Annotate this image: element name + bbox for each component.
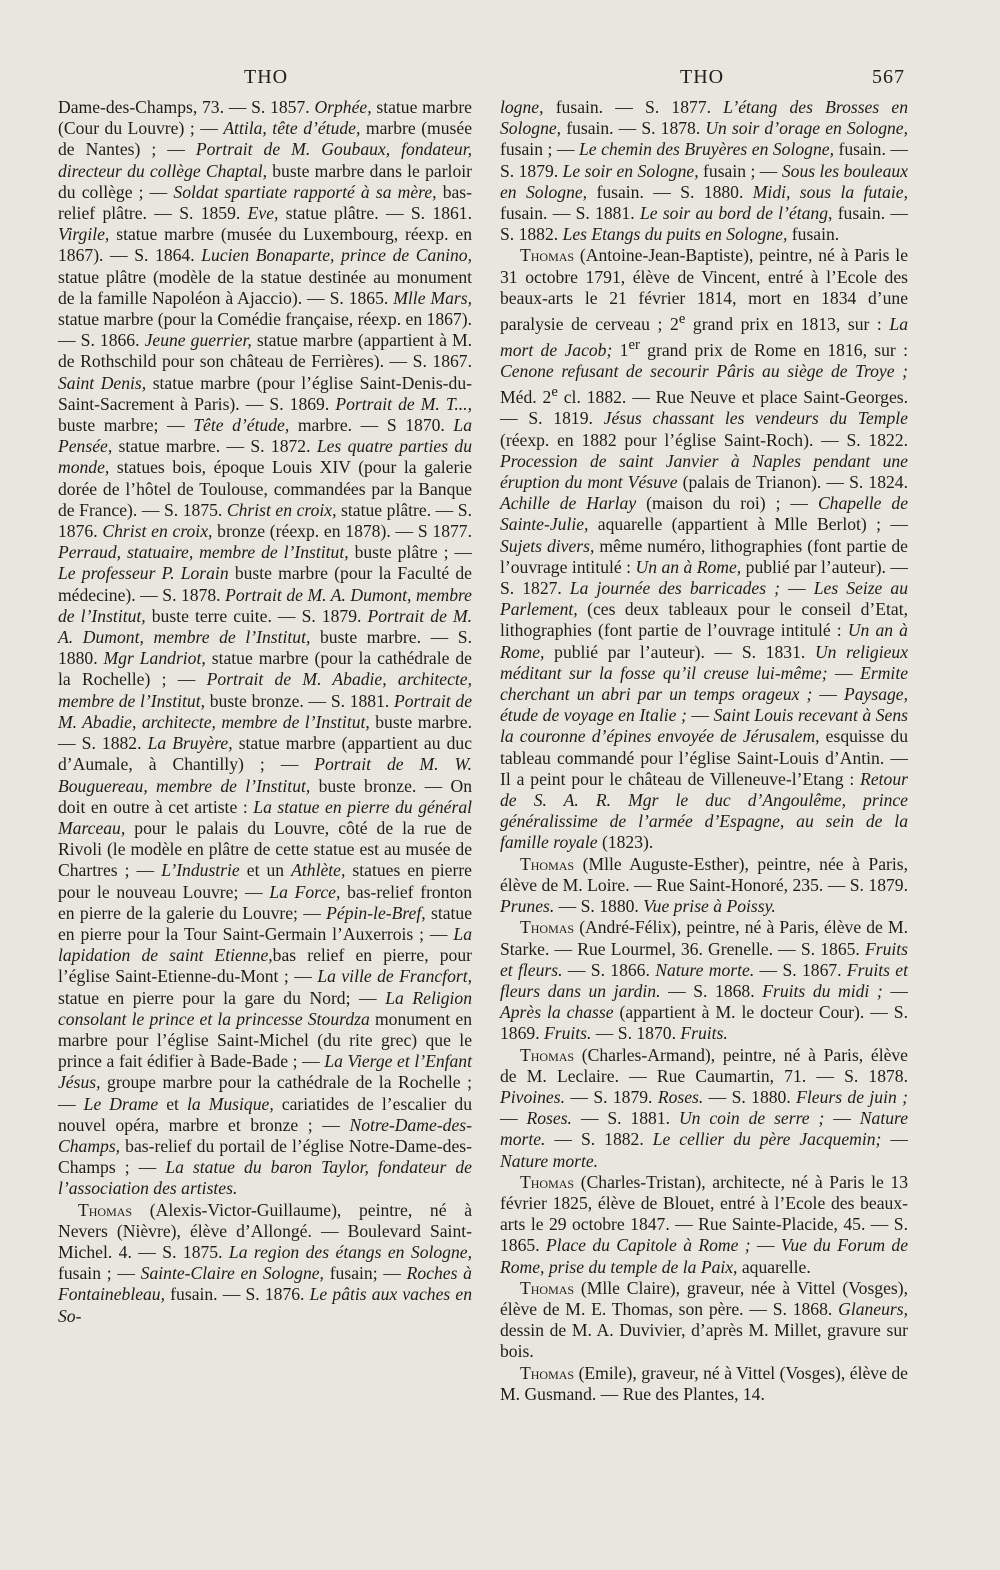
entry-continuation: logne, fusain. — S. 1877. L’étang des Brosses en Sologne, fusain. — S. 1878. Un soir d’orage en Sologne, fusain ; — Le chemin des Bruyères en Sologne, fusain. — S. 1879. Le soir en Sologne, fusain ; — Sous les bouleaux en Sologne, fusain. — S. 1880. Midi, sous la futaie, fusain. — S. 1881. Le soir au bord de l’étang, fusain. — S. 1882. Les Etangs du puits en Sologne, fusain. [500, 97, 909, 245]
dictionary-entry: Thomas (Antoine-Jean-Baptiste), peintre, né à Paris le 31 octobre 1791, élève de Vincent, entré à l’Ecole des beaux-arts le 21 février 1814, mort en 1834 d’une paralysie de cerveau ; 2e grand prix en 1813, sur : La mort de Jacob; 1er grand prix de Rome en 1816, sur : Cenone refusant de secourir Pâris au siège de Troye ; Méd. 2e cl. 1882. — Rue Neuve et place Saint-Georges. — S. 1819. Jésus chassant les vendeurs du Temple (réexp. en 1882 pour l’église Saint-Roch). — S. 1822. Procession de saint Janvier à Naples pendant une éruption du mont Vésuve (palais de Trianon). — S. 1824. Achille de Harlay (maison du roi) ; — Chapelle de Sainte-Julie, aquarelle (appartient à Mlle Berlot) ; — Sujets divers, même numéro, lithographies (font partie de l’ouvrage intitulé : Un an à Rome, publié par l’auteur). — S. 1827. La journée des barricades ; — Les Seize au Parlement, (ces deux tableaux pour le conseil d’Etat, lithographies (font partie de l’ouvrage intitulé : Un an à Rome, publié par l’auteur). — S. 1831. Un religieux méditant sur la fosse qu’il creuse lui-même; — Ermite cherchant un abri par un temps orageux ; — Paysage, étude de voyage en Italie ; — Saint Louis recevant à Sens la couronne d’épines envoyée de Jérusalem, esquisse du tableau commandé pour l’église Saint-Louis d’Antin. — Il a peint pour le château de Villeneuve-l’Etang : Retour de S. A. R. Mgr le duc d’Angoulême, prince généralissime de l’armée d’Espagne, au sein de la famille royale (1823). [500, 245, 909, 853]
page-number: 567 [872, 66, 905, 88]
dictionary-entry: Thomas (Mlle Claire), graveur, née à Vittel (Vosges), élève de M. E. Thomas, son père. — S. 1868. Glaneurs, dessin de M. A. Duvivier, d’après M. Millet, gravure sur bois. [500, 1277, 908, 1362]
running-head-right: THO [680, 66, 725, 88]
dictionary-entry: Thomas (Charles-Armand), peintre, né à Paris, élève de M. Leclaire. — Rue Caumartin, 71. — S. 1878. Pivoines. — S. 1879. Roses. — S. 1880. Fleurs de juin ; — Roses. — S. 1881. Un coin de serre ; — Nature morte. — S. 1882. Le cellier du père Jacquemin; — Nature morte. [500, 1044, 909, 1171]
running-head-left: THO [244, 66, 289, 88]
right-column [500, 97, 908, 1405]
dictionary-entry: Thomas (Mlle Auguste-Esther), peintre, née à Paris, élève de M. Loire. — Rue Saint-Honoré, 235. — S. 1879. Prunes. — S. 1880. Vue prise à Poissy. [500, 853, 908, 917]
dictionary-entry: Thomas (André-Félix), peintre, né à Paris, élève de M. Starke. — Rue Lourmel, 36. Grenelle. — S. 1865. Fruits et fleurs. — S. 1866. Nature morte. — S. 1867. Fruits et fleurs dans un jardin. — S. 1868. Fruits du midi ; — Après la chasse (appartient à M. le docteur Cour). — S. 1869. Fruits. — S. 1870. Fruits. [500, 917, 908, 1044]
dictionary-entry: Thomas (Emile), graveur, né à Vittel (Vosges), élève de M. Gusmand. — Rue des Plantes, 14. [500, 1362, 908, 1404]
dictionary-entry: Thomas (Alexis-Victor-Guillaume), peintre, né à Nevers (Nièvre), élève d’Allongé. — Boulevard Saint-Michel. 4. — S. 1875. La region des étangs en Sologne, fusain ; — Sainte-Claire en Sologne, fusain; — Roches à Fontainebleau, fusain. — S. 1876. Le pâtis aux vaches en So- [58, 1199, 473, 1326]
left-column [58, 97, 472, 1327]
dictionary-entry: Thomas (Charles-Tristan), architecte, né à Paris le 13 février 1825, élève de Blouet, entré à l’Ecole des beaux-arts le 29 octobre 1847. — Rue Sainte-Placide, 45. — S. 1865. Place du Capitole à Rome ; — Vue du Forum de Rome, prise du temple de la Paix, aquarelle. [500, 1171, 909, 1277]
entry-continuation: Dame-des-Champs, 73. — S. 1857. Orphée, statue marbre (Cour du Louvre) ; — Attila, tête d’étude, marbre (musée de Nantes) ; — Portrait de M. Goubaux, fondateur, directeur du collège Chaptal, buste marbre dans le parloir du collège ; — Soldat spartiate rapporté à sa mère, bas-relief plâtre. — S. 1859. Eve, statue plâtre. — S. 1861. Virgile, statue marbre (musée du Luxembourg, réexp. en 1867). — S. 1864. Lucien Bonaparte, prince de Canino, statue plâtre (modèle de la statue destinée au monument de la famille Napoléon à Ajaccio). — S. 1865. Mlle Mars, statue marbre (pour la Comédie française, réexp. en 1867). — S. 1866. Jeune guerrier, statue marbre (appartient à M. de Rothschild pour son château de Ferrières). — S. 1867. Saint Denis, statue marbre (pour l’église Saint-Denis-du-Saint-Sacrement à Paris). — S. 1869. Portrait de M. T..., buste marbre; — Tête d’étude, marbre. — S 1870. La Pensée, statue marbre. — S. 1872. Les quatre parties du monde, statues bois, époque Louis XIV (pour la galerie dorée de l’hôtel de Toulouse, commandées par la Banque de France). — S. 1875. Christ en croix, statue plâtre. — S. 1876. Christ en croix, bronze (réexp. en 1878). — S 1877. Perraud, statuaire, membre de l’Institut, buste plâtre ; — Le professeur P. Lorain buste marbre (pour la Faculté de médecine). — S. 1878. Portrait de M. A. Dumont, membre de l’Institut, buste terre cuite. — S. 1879. Portrait de M. A. Dumont, membre de l’Institut, buste marbre. — S. 1880. Mgr Landriot, statue marbre (pour la cathédrale de la Rochelle) ; — Portrait de M. Abadie, architecte, membre de l’Institut, buste bronze. — S. 1881. Portrait de M. Abadie, architecte, membre de l’Institut, buste marbre. — S. 1882. La Bruyère, statue marbre (appartient au duc d’Aumale, à Chantilly) ; — Portrait de M. W. Bouguereau, membre de l’Institut, buste bronze. — On doit en outre à cet artiste : La statue en pierre du général Marceau, pour le palais du Louvre, côté de la rue de Rivoli (le modèle en plâtre de cette statue est au musée de Chartres ; — L’Industrie et un Athlète, statues en pierre pour le nouveau Louvre; — La Force, bas-relief fronton en pierre de la galerie du Louvre; — Pépin-le-Bref, statue en pierre pour la Tour Saint-Germain l’Auxerrois ; — La lapidation de saint Etienne,bas relief en pierre, pour l’église Saint-Etienne-du-Mont ; — La ville de Francfort, statue en pierre pour la gare du Nord; — La Religion consolant le prince et la princesse Stourdza monument en marbre pour l’église Saint-Michel (du rite grec) que le prince a fait édifier à Bade-Bade ; — La Vierge et l’Enfant Jésus, groupe marbre pour la cathédrale de la Rochelle ; — Le Drame et la Musique, cariatides de l’escalier du nouvel opéra, marbre et bronze ; — Notre-Dame-des-Champs, bas-relief du portail de l’église Notre-Dame-des-Champs ; — La statue du baron Taylor, fondateur de l’association des artistes. [58, 97, 473, 1199]
